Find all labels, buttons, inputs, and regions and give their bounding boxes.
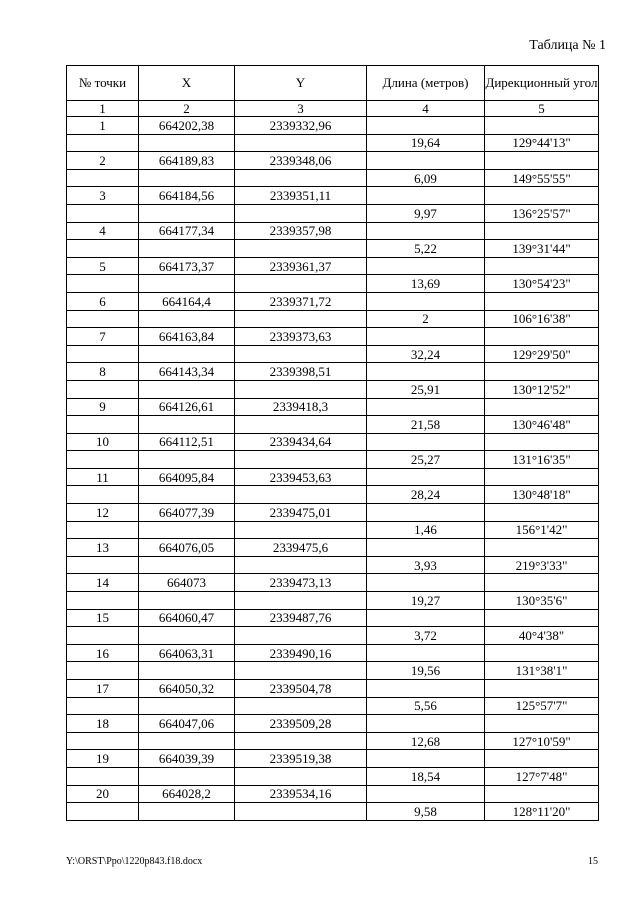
x-cell: 664047,06 bbox=[139, 715, 235, 733]
header-x: X bbox=[139, 66, 235, 101]
length-cell: 6,09 bbox=[367, 169, 485, 187]
y-cell: 2339519,38 bbox=[235, 750, 367, 768]
y-cell bbox=[235, 240, 367, 258]
angle-cell: 130°46'48" bbox=[485, 416, 599, 434]
length-cell bbox=[367, 715, 485, 733]
angle-cell bbox=[485, 468, 599, 486]
point-number-cell bbox=[67, 592, 139, 610]
point-number-cell: 3 bbox=[67, 187, 139, 205]
x-cell bbox=[139, 521, 235, 539]
length-cell: 19,56 bbox=[367, 662, 485, 680]
x-cell bbox=[139, 767, 235, 785]
x-cell bbox=[139, 240, 235, 258]
x-cell: 664126,61 bbox=[139, 398, 235, 416]
angle-cell: 129°29'50" bbox=[485, 345, 599, 363]
y-cell bbox=[235, 310, 367, 328]
point-number-cell: 14 bbox=[67, 574, 139, 592]
angle-cell bbox=[485, 328, 599, 346]
segment-row bbox=[67, 767, 599, 785]
point-row bbox=[67, 750, 599, 768]
column-number: 4 bbox=[367, 101, 485, 117]
point-number-cell bbox=[67, 662, 139, 680]
point-number-cell: 19 bbox=[67, 750, 139, 768]
x-cell bbox=[139, 134, 235, 152]
segment-row bbox=[67, 416, 599, 434]
table-body bbox=[67, 117, 599, 821]
point-number-cell bbox=[67, 486, 139, 504]
point-row bbox=[67, 504, 599, 522]
y-cell: 2339504,78 bbox=[235, 680, 367, 698]
segment-row bbox=[67, 310, 599, 328]
point-number-cell: 15 bbox=[67, 609, 139, 627]
x-cell bbox=[139, 662, 235, 680]
length-cell: 25,27 bbox=[367, 451, 485, 469]
footer-file-path: Y:\ORST\Ppo\1220p843.f18.docx bbox=[66, 856, 203, 867]
y-cell bbox=[235, 275, 367, 293]
y-cell: 2339487,76 bbox=[235, 609, 367, 627]
length-cell: 9,58 bbox=[367, 803, 485, 821]
point-row bbox=[67, 609, 599, 627]
x-cell: 664077,39 bbox=[139, 504, 235, 522]
length-cell: 12,68 bbox=[367, 732, 485, 750]
length-cell: 28,24 bbox=[367, 486, 485, 504]
y-cell bbox=[235, 556, 367, 574]
point-number-cell bbox=[67, 240, 139, 258]
x-cell bbox=[139, 803, 235, 821]
angle-cell bbox=[485, 363, 599, 381]
column-number: 5 bbox=[485, 101, 599, 117]
point-row bbox=[67, 152, 599, 170]
length-cell: 2 bbox=[367, 310, 485, 328]
angle-cell bbox=[485, 257, 599, 275]
angle-cell: 127°7'48" bbox=[485, 767, 599, 785]
x-cell: 664202,38 bbox=[139, 117, 235, 135]
point-number-cell: 5 bbox=[67, 257, 139, 275]
y-cell: 2339332,96 bbox=[235, 117, 367, 135]
header-direction-angle: Дирекционный угол bbox=[485, 66, 599, 101]
x-cell bbox=[139, 275, 235, 293]
point-row bbox=[67, 539, 599, 557]
column-number: 3 bbox=[235, 101, 367, 117]
y-cell: 2339509,28 bbox=[235, 715, 367, 733]
point-row bbox=[67, 257, 599, 275]
y-cell bbox=[235, 627, 367, 645]
angle-cell bbox=[485, 574, 599, 592]
x-cell bbox=[139, 310, 235, 328]
length-cell: 21,58 bbox=[367, 416, 485, 434]
segment-row bbox=[67, 662, 599, 680]
table-caption: Таблица № 1 bbox=[529, 38, 606, 53]
y-cell bbox=[235, 732, 367, 750]
segment-row bbox=[67, 380, 599, 398]
y-cell: 2339351,11 bbox=[235, 187, 367, 205]
point-number-cell bbox=[67, 627, 139, 645]
angle-cell bbox=[485, 398, 599, 416]
point-number-cell bbox=[67, 345, 139, 363]
length-cell: 18,54 bbox=[367, 767, 485, 785]
y-cell bbox=[235, 803, 367, 821]
angle-cell bbox=[485, 152, 599, 170]
length-cell: 3,72 bbox=[367, 627, 485, 645]
point-row bbox=[67, 222, 599, 240]
x-cell bbox=[139, 627, 235, 645]
point-number-cell: 4 bbox=[67, 222, 139, 240]
length-cell bbox=[367, 328, 485, 346]
point-row bbox=[67, 433, 599, 451]
header-row bbox=[67, 66, 599, 101]
angle-cell: 149°55'55" bbox=[485, 169, 599, 187]
x-cell: 664063,31 bbox=[139, 644, 235, 662]
point-number-cell: 12 bbox=[67, 504, 139, 522]
segment-row bbox=[67, 204, 599, 222]
x-cell bbox=[139, 345, 235, 363]
angle-cell bbox=[485, 222, 599, 240]
point-number-cell bbox=[67, 310, 139, 328]
x-cell bbox=[139, 592, 235, 610]
angle-cell bbox=[485, 433, 599, 451]
length-cell bbox=[367, 680, 485, 698]
x-cell bbox=[139, 486, 235, 504]
angle-cell: 131°38'1" bbox=[485, 662, 599, 680]
header-point-number: № точки bbox=[67, 66, 139, 101]
length-cell bbox=[367, 433, 485, 451]
angle-cell bbox=[485, 715, 599, 733]
x-cell: 664163,84 bbox=[139, 328, 235, 346]
angle-cell: 40°4'38" bbox=[485, 627, 599, 645]
length-cell bbox=[367, 609, 485, 627]
length-cell bbox=[367, 574, 485, 592]
x-cell bbox=[139, 169, 235, 187]
point-number-cell: 17 bbox=[67, 680, 139, 698]
angle-cell bbox=[485, 292, 599, 310]
point-number-cell: 20 bbox=[67, 785, 139, 803]
point-number-cell: 10 bbox=[67, 433, 139, 451]
point-number-cell bbox=[67, 134, 139, 152]
y-cell bbox=[235, 697, 367, 715]
x-cell: 664164,4 bbox=[139, 292, 235, 310]
point-row bbox=[67, 644, 599, 662]
length-cell: 3,93 bbox=[367, 556, 485, 574]
y-cell: 2339361,37 bbox=[235, 257, 367, 275]
point-row bbox=[67, 468, 599, 486]
point-number-cell bbox=[67, 697, 139, 715]
y-cell bbox=[235, 204, 367, 222]
x-cell bbox=[139, 732, 235, 750]
y-cell bbox=[235, 767, 367, 785]
point-row bbox=[67, 328, 599, 346]
angle-cell: 219°3'33" bbox=[485, 556, 599, 574]
y-cell: 2339398,51 bbox=[235, 363, 367, 381]
angle-cell bbox=[485, 644, 599, 662]
point-number-cell bbox=[67, 521, 139, 539]
length-cell: 19,64 bbox=[367, 134, 485, 152]
angle-cell: 130°48'18" bbox=[485, 486, 599, 504]
page-number: 15 bbox=[588, 856, 598, 867]
length-cell bbox=[367, 644, 485, 662]
angle-cell bbox=[485, 750, 599, 768]
length-cell: 25,91 bbox=[367, 380, 485, 398]
y-cell bbox=[235, 592, 367, 610]
angle-cell: 139°31'44" bbox=[485, 240, 599, 258]
point-number-cell bbox=[67, 275, 139, 293]
angle-cell bbox=[485, 117, 599, 135]
y-cell: 2339453,63 bbox=[235, 468, 367, 486]
point-number-cell: 13 bbox=[67, 539, 139, 557]
length-cell: 1,46 bbox=[367, 521, 485, 539]
y-cell bbox=[235, 345, 367, 363]
point-row bbox=[67, 187, 599, 205]
x-cell: 664112,51 bbox=[139, 433, 235, 451]
y-cell bbox=[235, 486, 367, 504]
angle-cell: 130°35'6" bbox=[485, 592, 599, 610]
segment-row bbox=[67, 732, 599, 750]
point-row bbox=[67, 574, 599, 592]
x-cell: 664076,05 bbox=[139, 539, 235, 557]
x-cell bbox=[139, 204, 235, 222]
point-number-cell bbox=[67, 767, 139, 785]
point-number-cell: 18 bbox=[67, 715, 139, 733]
segment-row bbox=[67, 169, 599, 187]
y-cell: 2339434,64 bbox=[235, 433, 367, 451]
coordinates-table bbox=[66, 65, 599, 821]
y-cell: 2339373,63 bbox=[235, 328, 367, 346]
length-cell bbox=[367, 785, 485, 803]
point-number-cell bbox=[67, 556, 139, 574]
y-cell: 2339357,98 bbox=[235, 222, 367, 240]
y-cell: 2339475,6 bbox=[235, 539, 367, 557]
segment-row bbox=[67, 627, 599, 645]
length-cell bbox=[367, 187, 485, 205]
x-cell: 664173,37 bbox=[139, 257, 235, 275]
segment-row bbox=[67, 134, 599, 152]
y-cell bbox=[235, 451, 367, 469]
angle-cell: 128°11'20" bbox=[485, 803, 599, 821]
point-row bbox=[67, 398, 599, 416]
y-cell: 2339490,16 bbox=[235, 644, 367, 662]
y-cell: 2339534,16 bbox=[235, 785, 367, 803]
segment-row bbox=[67, 486, 599, 504]
length-cell: 5,22 bbox=[367, 240, 485, 258]
x-cell: 664073 bbox=[139, 574, 235, 592]
point-number-cell bbox=[67, 169, 139, 187]
point-row bbox=[67, 117, 599, 135]
y-cell: 2339418,3 bbox=[235, 398, 367, 416]
length-cell bbox=[367, 398, 485, 416]
y-cell: 2339473,13 bbox=[235, 574, 367, 592]
length-cell bbox=[367, 152, 485, 170]
point-number-cell: 9 bbox=[67, 398, 139, 416]
x-cell bbox=[139, 556, 235, 574]
point-number-cell bbox=[67, 451, 139, 469]
point-row bbox=[67, 292, 599, 310]
length-cell bbox=[367, 504, 485, 522]
x-cell bbox=[139, 451, 235, 469]
length-cell bbox=[367, 363, 485, 381]
x-cell bbox=[139, 416, 235, 434]
x-cell: 664028,2 bbox=[139, 785, 235, 803]
angle-cell: 129°44'13" bbox=[485, 134, 599, 152]
point-number-cell bbox=[67, 803, 139, 821]
segment-row bbox=[67, 803, 599, 821]
angle-cell bbox=[485, 680, 599, 698]
x-cell bbox=[139, 697, 235, 715]
y-cell: 2339371,72 bbox=[235, 292, 367, 310]
x-cell: 664050,32 bbox=[139, 680, 235, 698]
angle-cell: 130°12'52" bbox=[485, 380, 599, 398]
point-number-cell: 7 bbox=[67, 328, 139, 346]
x-cell: 664060,47 bbox=[139, 609, 235, 627]
x-cell bbox=[139, 380, 235, 398]
y-cell bbox=[235, 521, 367, 539]
segment-row bbox=[67, 451, 599, 469]
header-length: Длина (метров) bbox=[367, 66, 485, 101]
point-row bbox=[67, 715, 599, 733]
segment-row bbox=[67, 556, 599, 574]
point-number-cell: 16 bbox=[67, 644, 139, 662]
angle-cell: 127°10'59" bbox=[485, 732, 599, 750]
angle-cell bbox=[485, 187, 599, 205]
angle-cell: 131°16'35" bbox=[485, 451, 599, 469]
y-cell bbox=[235, 380, 367, 398]
column-number-row bbox=[67, 101, 599, 117]
length-cell bbox=[367, 292, 485, 310]
segment-row bbox=[67, 275, 599, 293]
column-number: 2 bbox=[139, 101, 235, 117]
x-cell: 664184,56 bbox=[139, 187, 235, 205]
length-cell bbox=[367, 257, 485, 275]
angle-cell bbox=[485, 539, 599, 557]
length-cell bbox=[367, 539, 485, 557]
angle-cell: 106°16'38" bbox=[485, 310, 599, 328]
point-row bbox=[67, 680, 599, 698]
segment-row bbox=[67, 697, 599, 715]
point-number-cell bbox=[67, 204, 139, 222]
y-cell: 2339475,01 bbox=[235, 504, 367, 522]
segment-row bbox=[67, 521, 599, 539]
point-number-cell: 8 bbox=[67, 363, 139, 381]
x-cell: 664039,39 bbox=[139, 750, 235, 768]
length-cell bbox=[367, 117, 485, 135]
angle-cell bbox=[485, 785, 599, 803]
point-number-cell bbox=[67, 732, 139, 750]
angle-cell: 125°57'7" bbox=[485, 697, 599, 715]
segment-row bbox=[67, 592, 599, 610]
point-number-cell: 1 bbox=[67, 117, 139, 135]
x-cell: 664177,34 bbox=[139, 222, 235, 240]
point-row bbox=[67, 785, 599, 803]
x-cell: 664189,83 bbox=[139, 152, 235, 170]
y-cell bbox=[235, 169, 367, 187]
y-cell: 2339348,06 bbox=[235, 152, 367, 170]
x-cell: 664143,34 bbox=[139, 363, 235, 381]
y-cell bbox=[235, 662, 367, 680]
y-cell bbox=[235, 416, 367, 434]
point-number-cell: 11 bbox=[67, 468, 139, 486]
y-cell bbox=[235, 134, 367, 152]
length-cell bbox=[367, 222, 485, 240]
length-cell: 13,69 bbox=[367, 275, 485, 293]
length-cell: 9,97 bbox=[367, 204, 485, 222]
x-cell: 664095,84 bbox=[139, 468, 235, 486]
angle-cell bbox=[485, 504, 599, 522]
segment-row bbox=[67, 345, 599, 363]
angle-cell bbox=[485, 609, 599, 627]
angle-cell: 156°1'42" bbox=[485, 521, 599, 539]
length-cell bbox=[367, 468, 485, 486]
point-number-cell: 2 bbox=[67, 152, 139, 170]
point-number-cell bbox=[67, 380, 139, 398]
segment-row bbox=[67, 240, 599, 258]
point-row bbox=[67, 363, 599, 381]
point-number-cell: 6 bbox=[67, 292, 139, 310]
length-cell: 32,24 bbox=[367, 345, 485, 363]
length-cell: 19,27 bbox=[367, 592, 485, 610]
length-cell bbox=[367, 750, 485, 768]
column-number: 1 bbox=[67, 101, 139, 117]
header-y: Y bbox=[235, 66, 367, 101]
point-number-cell bbox=[67, 416, 139, 434]
length-cell: 5,56 bbox=[367, 697, 485, 715]
angle-cell: 136°25'57" bbox=[485, 204, 599, 222]
angle-cell: 130°54'23" bbox=[485, 275, 599, 293]
